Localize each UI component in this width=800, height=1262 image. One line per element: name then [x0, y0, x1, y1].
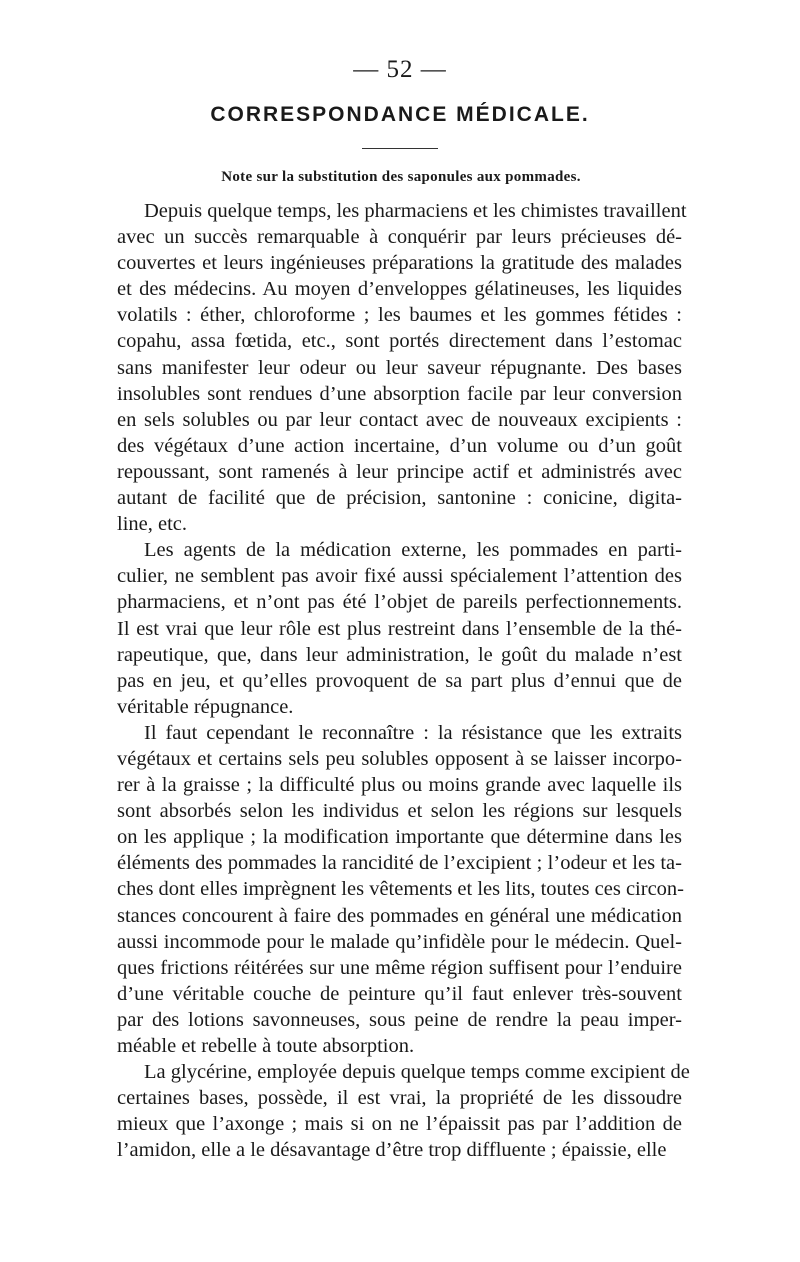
- text-line: line, etc.: [117, 513, 188, 536]
- text-line: avec un succès remarquable à conquérir par leurs précieuses dé-: [117, 226, 682, 249]
- text-line: rapeutique, que, dans leur administration, le goût du malade n’est: [117, 643, 682, 666]
- paragraph-1: [117, 198, 687, 537]
- text-line: véritable répugnance.: [117, 695, 294, 718]
- article-body: [117, 198, 690, 1163]
- text-line: pas en jeu, et qu’elles provoquent de sa part plus d’ennui que de: [117, 669, 682, 692]
- text-line: l’amidon, elle a le désavantage d’être trop diffluente ; épaissie, elle: [117, 1139, 667, 1162]
- text-line: pharmaciens, et n’ont pas été l’objet de pareils perfectionnements.: [117, 591, 682, 614]
- text-line: insolubles sont rendues d’une absorption facile par leur conversion: [117, 382, 682, 405]
- text-line: sans manifester leur odeur ou leur saveur répugnante. Des bases: [117, 356, 682, 379]
- text-line: La glycérine, employée depuis quelque temps comme excipient de: [144, 1061, 690, 1084]
- text-line: certaines bases, possède, il est vrai, la propriété de les dissoudre: [117, 1087, 682, 1110]
- text-line: d’une véritable couche de peinture qu’il faut enlever très-souvent: [117, 982, 682, 1005]
- page-number: — 52 —: [353, 56, 447, 83]
- text-line: en sels solubles ou par leur contact avec de nouveaux excipients :: [117, 408, 682, 431]
- text-line: Depuis quelque temps, les pharmaciens et les chimistes travaillent: [144, 200, 687, 222]
- text-line: végétaux et certains sels peu solubles opposent à se laisser incorpo-: [117, 747, 682, 770]
- text-line: méable et rebelle à toute absorption.: [117, 1035, 415, 1057]
- paragraph-2: [117, 537, 682, 720]
- section-title: CORRESPONDANCE MÉDICALE.: [210, 103, 590, 126]
- text-line: Les agents de la médication externe, les pommades en parti-: [144, 539, 682, 562]
- text-line: par des lotions savonneuses, sous peine de rendre la peau imper-: [117, 1008, 682, 1031]
- text-line: couvertes et leurs ingénieuses préparations la gratitude des malades: [117, 252, 682, 275]
- text-line: stances concourent à faire des pommades en général une médication: [117, 904, 682, 927]
- paragraph-3: [117, 720, 685, 1059]
- text-line: sont absorbés selon les individus et selon les régions sur lesquels: [117, 800, 682, 823]
- text-line: Il faut cependant le reconnaître : la résistance que les extraits: [144, 721, 682, 744]
- text-line: ches dont elles imprègnent les vêtements et les lits, toutes ces circon-: [117, 878, 685, 901]
- text-line: culier, ne semblent pas avoir fixé aussi spécialement l’attention des: [117, 565, 682, 588]
- text-line: éléments des pommades la rancidité de l’excipient ; l’odeur et les ta-: [117, 852, 682, 875]
- text-line: Il est vrai que leur rôle est plus restreint dans l’ensemble de la thé-: [117, 617, 682, 640]
- text-line: volatils : éther, chloroforme ; les baumes et les gommes fétides :: [117, 304, 682, 327]
- text-line: repoussant, sont ramenés à leur principe actif et administrés avec: [117, 460, 682, 483]
- text-line: et des médecins. Au moyen d’enveloppes gélatineuses, les liquides: [117, 278, 682, 301]
- article-subtitle: Note sur la substitution des saponules aux pommades.: [221, 169, 581, 185]
- text-line: rer à la graisse ; la difficulté plus ou moins grande avec laquelle ils: [117, 774, 682, 797]
- text-line: aussi incommode pour le malade qu’infidèle pour le médecin. Quel-: [117, 930, 682, 953]
- text-line: des végétaux d’une action incertaine, d’un volume ou d’un goût: [117, 434, 682, 457]
- text-line: on les applique ; la modification importante que détermine dans les: [117, 826, 682, 849]
- text-line: mieux que l’axonge ; mais si on ne l’épaissit pas par l’addition de: [117, 1113, 682, 1136]
- text-line: autant de facilité que de précision, santonine : conicine, digita-: [117, 487, 682, 510]
- text-line: copahu, assa fœtida, etc., sont portés directement dans l’estomac: [117, 330, 682, 353]
- title-divider: [362, 148, 438, 149]
- text-line: ques frictions réitérées sur une même région suffisent pour l’enduire: [117, 956, 682, 979]
- paragraph-4: [117, 1059, 690, 1163]
